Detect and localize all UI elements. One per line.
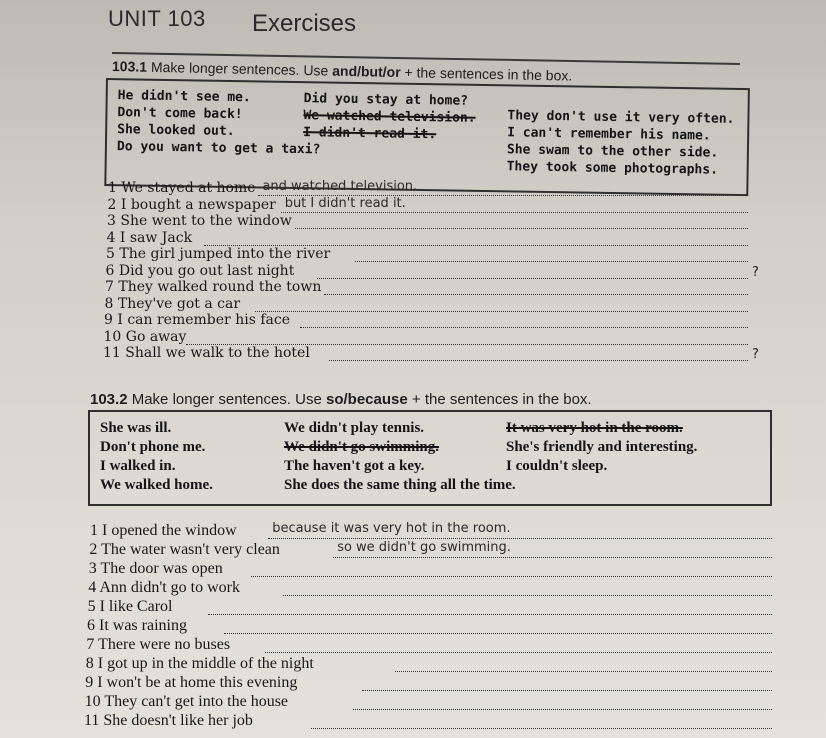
box1-sentence: She looked out. (117, 122, 235, 140)
ex1-answer-line[interactable] (281, 211, 748, 213)
box2-sentence: She does the same thing all the time. (284, 477, 516, 493)
item-number: 11 (84, 712, 104, 729)
box1-sentence: Did you stay at home? (303, 91, 469, 109)
page-title: Exercises (252, 10, 357, 37)
ex2-handwritten-answer: because it was very hot in the room. (272, 521, 511, 536)
ex2-answer-line[interactable] (283, 594, 772, 596)
ex2-handwritten-answer: so we didn't go swimming. (337, 540, 511, 555)
item-number: 1 (90, 522, 102, 539)
ex1-item-text: 6 Did you go out last night (105, 262, 295, 279)
item-number: 9 (104, 312, 118, 328)
exercise-1-instruction-post: + the sentences in the box. (400, 64, 573, 84)
item-number: 8 (104, 295, 118, 312)
ex2-answer-line[interactable] (224, 632, 772, 634)
ex2-item-text: 9 I won't be at home this evening (85, 674, 298, 691)
question-mark: ? (752, 347, 759, 362)
item-number: 9 (85, 674, 98, 691)
item-number: 6 (105, 262, 119, 279)
box1-sentence: They don't use it very often. (507, 108, 735, 127)
ex2-item-text: 3 The door was open (88, 560, 223, 577)
ex2-answer-line[interactable] (208, 613, 772, 615)
item-number: 3 (107, 213, 121, 229)
ex2-item-text: 4 Ann didn't go to work (88, 579, 240, 596)
ex1-answer-line[interactable] (329, 359, 748, 361)
item-number: 3 (88, 560, 101, 577)
ex2-item-text: 10 They can't get into the house (84, 693, 289, 710)
box1-sentence: Do you want to get a taxi? (116, 139, 321, 158)
ex2-answer-line[interactable] (311, 727, 772, 729)
ex1-item-text: 2 I bought a newspaper (107, 196, 276, 213)
ex1-item-text: 8 They've got a car (104, 295, 241, 312)
ex1-handwritten-answer: but I didn't read it. (284, 195, 406, 211)
ex1-item-text: 7 They walked round the town (105, 279, 322, 295)
item-number: 8 (85, 655, 98, 672)
item-number: 7 (105, 279, 119, 295)
box2-sentence: The haven't got a key. (284, 458, 425, 474)
ex2-item-text: 11 She doesn't like her job (84, 712, 253, 729)
ex1-item-text: 5 The girl jumped into the river (106, 246, 331, 262)
box1-sentence-used: I didn't read it. (303, 125, 437, 143)
ex1-item-text: 1 We stayed at home (108, 180, 256, 196)
ex2-answer-line[interactable] (265, 651, 772, 653)
item-number: 4 (88, 579, 100, 596)
box1-sentence: He didn't see me. (117, 88, 251, 106)
unit-label: UNIT 103 (108, 6, 206, 31)
ex2-item-text: 5 I like Carol (87, 598, 173, 615)
exercise-2-instruction-post: + the sentences in the box. (407, 391, 592, 408)
box2-sentence: She was ill. (100, 420, 172, 436)
item-number: 10 (84, 693, 105, 710)
ex1-item-text: 11 Shall we walk to the hotel (103, 345, 310, 361)
box1-sentence: Don't come back! (117, 105, 243, 123)
ex1-item-text: 3 She went to the window (107, 213, 292, 229)
item-number: 10 (103, 328, 126, 345)
item-number: 1 (108, 180, 122, 196)
ex1-answer-line[interactable] (255, 310, 748, 312)
item-number: 4 (106, 229, 120, 246)
ex1-answer-line[interactable] (295, 227, 748, 229)
ex1-answer-line[interactable] (355, 260, 748, 262)
ex2-answer-line[interactable] (268, 537, 772, 539)
ex1-item-text: 4 I saw Jack (106, 229, 193, 246)
item-number: 2 (107, 196, 121, 213)
ex2-item-text: 2 The water wasn't very clean (89, 541, 280, 558)
item-number: 7 (86, 636, 99, 653)
ex2-answer-line[interactable] (362, 689, 772, 691)
ex1-answer-line[interactable] (317, 277, 748, 279)
box1-sentence: They took some photographs. (506, 159, 719, 178)
exercise-2-instruction-bold: so/because (326, 391, 408, 408)
box1-sentence: She swam to the other side. (506, 142, 719, 161)
box2-sentence-used: We didn't go swimming. (284, 439, 440, 455)
exercise-2-sentence-box (88, 410, 772, 506)
ex2-answer-line[interactable] (333, 556, 772, 558)
exercise-1-sentence-box (104, 78, 750, 196)
box2-sentence: Don't phone me. (100, 439, 206, 455)
ex1-item-text: 10 Go away (103, 328, 187, 345)
box1-sentence-used: We watched television. (303, 108, 476, 126)
box2-sentence: She's friendly and interesting. (506, 439, 698, 455)
ex1-handwritten-answer: and watched television. (262, 179, 418, 194)
box2-sentence: We walked home. (100, 477, 213, 493)
ex2-answer-line[interactable] (395, 670, 772, 672)
ex1-item-text: 9 I can remember his face (104, 312, 290, 328)
box2-sentence-used: It was very hot in the room. (506, 420, 683, 436)
item-number: 11 (103, 345, 126, 361)
exercise-2-instruction-pre: Make longer sentences. Use (131, 391, 326, 408)
question-mark: ? (752, 264, 759, 280)
exercise-1-instruction-bold: and/but/or (332, 62, 401, 81)
box2-sentence: I walked in. (100, 458, 176, 474)
ex2-answer-line[interactable] (353, 708, 772, 710)
item-number: 2 (89, 541, 102, 558)
exercise-2-heading (90, 391, 592, 408)
ex1-answer-line[interactable] (300, 326, 748, 328)
exercise-1-number: 103.1 (111, 58, 148, 75)
ex2-item-text: 6 It was raining (87, 617, 187, 634)
ex2-answer-line[interactable] (251, 575, 772, 577)
ex2-item-text: 8 I got up in the middle of the night (85, 655, 314, 672)
box1-sentence: I can't remember his name. (507, 125, 711, 144)
box2-sentence: We didn't play tennis. (284, 420, 425, 436)
box2-sentence: I couldn't sleep. (506, 458, 608, 474)
ex2-item-text: 1 I opened the window (90, 522, 237, 539)
item-number: 5 (87, 598, 100, 615)
exercise-1-instruction-pre: Make longer sentences. Use (150, 58, 333, 79)
ex1-answer-line[interactable] (324, 293, 748, 295)
ex2-item-text: 7 There were no buses (86, 636, 231, 653)
item-number: 5 (106, 246, 120, 262)
exercise-2-number: 103.2 (90, 391, 128, 408)
item-number: 6 (87, 617, 99, 634)
